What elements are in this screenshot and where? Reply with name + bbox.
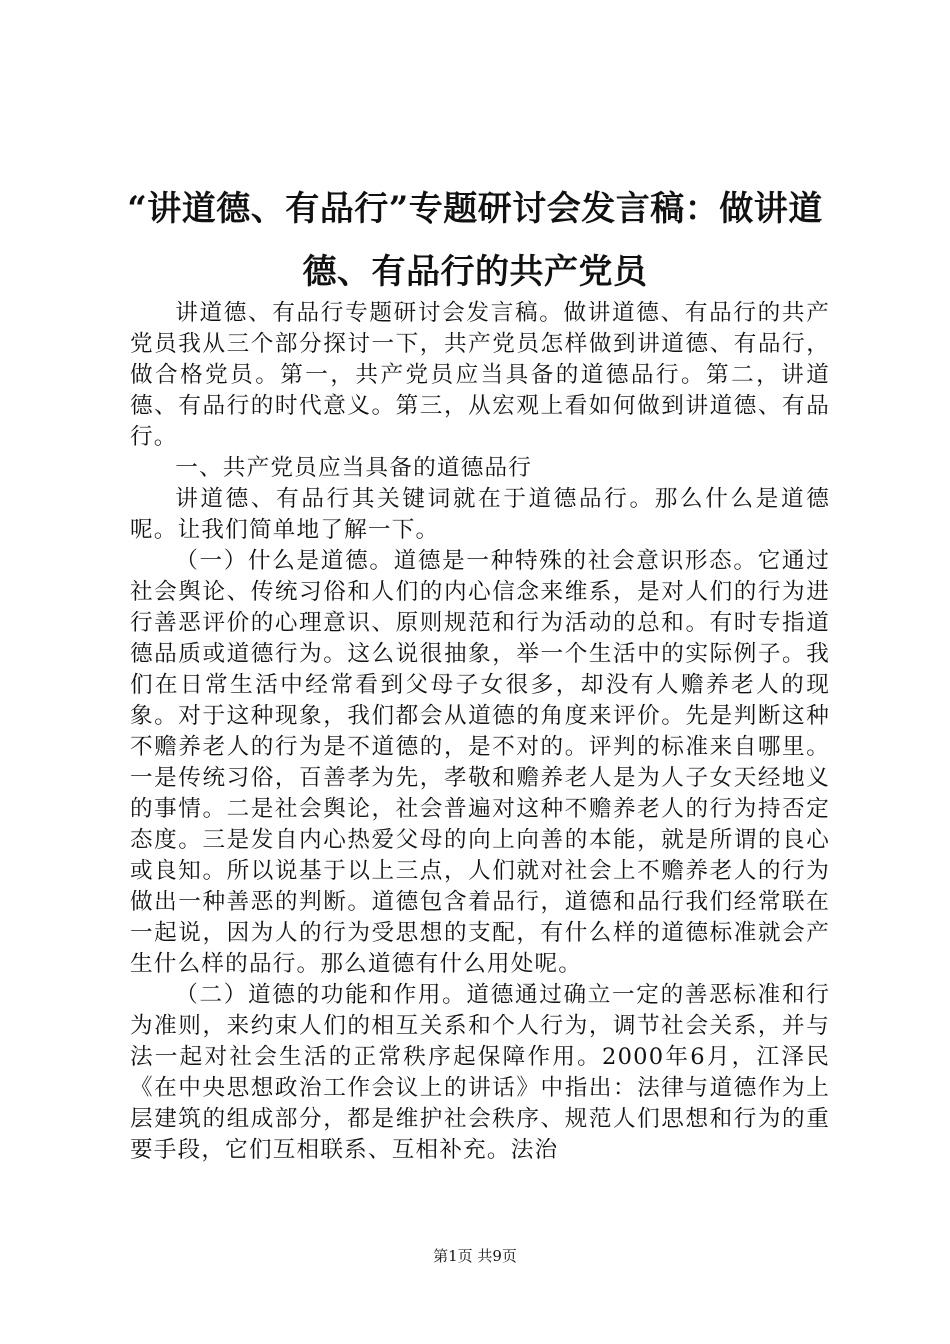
document-title: “讲道德、有品行”专题研讨会发言稿：做讲道德、有品行的共产党员 xyxy=(127,189,823,292)
body-paragraph: 讲道德、有品行其关键词就在于道德品行。那么什么是道德呢。让我们简单地了解一下。 xyxy=(130,486,830,543)
page-number-footer: 第1页 共9页 xyxy=(433,1247,517,1265)
section-heading: 一、共产党员应当具备的道德品行 xyxy=(175,455,533,481)
intro-paragraph: 讲道德、有品行专题研讨会发言稿。做讲道德、有品行的共产党员我从三个部分探讨一下，共产党员怎样做到讲道德、有品行，做合格党员。第一，共产党员应当具备的道德品行。第二，讲道德、有品行的时代意义。第三，从宏观上看如何做到讲道德、有品行。 xyxy=(130,300,830,450)
body-paragraph: （一）什么是道德。道德是一种特殊的社会意识形态。它通过社会舆论、传统习俗和人们的内心信念来维系，是对人们的行为进行善恶评价的心理意识、原则规范和行为活动的总和。有时专指道德品质或道德行为。这么说很抽象，举一个生活中的实际例子。我们在日常生活中经常看到父母子女很多，却没有人赡养老人的现象。对于这种现象，我们都会从道德的角度来评价。先是判断这种不赡养老人的行为是不道德的，是不对的。评判的标准来自哪里。一是传统习俗，百善孝为先，孝敬和赡养老人是为人子女天经地义的事情。二是社会舆论，社会普遍对这种不赡养老人的行为持否定态度。三是发自内心热爱父母的向上向善的本能，就是所谓的良心或良知。所以说基于以上三点，人们就对社会上不赡养老人的行为做出一种善恶的判断。道德包含着品行，道德和品行我们经常联在一起说，因为人的行为受思想的支配，有什么样的道德标准就会产生什么样的品行。那么道德有什么用处呢。 xyxy=(130,548,830,977)
document-body xyxy=(130,298,830,1166)
body-paragraph: （二）道德的功能和作用。道德通过确立一定的善恶标准和行为准则，来约束人们的相互关系和个人行为，调节社会关系，并与法一起对社会生活的正常秩序起保障作用。2000年6月，江泽民《在中央思想政治工作会议上的讲话》中指出：法律与道德作为上层建筑的组成部分，都是维护社会秩序、规范人们思想和行为的重要手段，它们互相联系、互相补充。法治 xyxy=(130,982,830,1163)
